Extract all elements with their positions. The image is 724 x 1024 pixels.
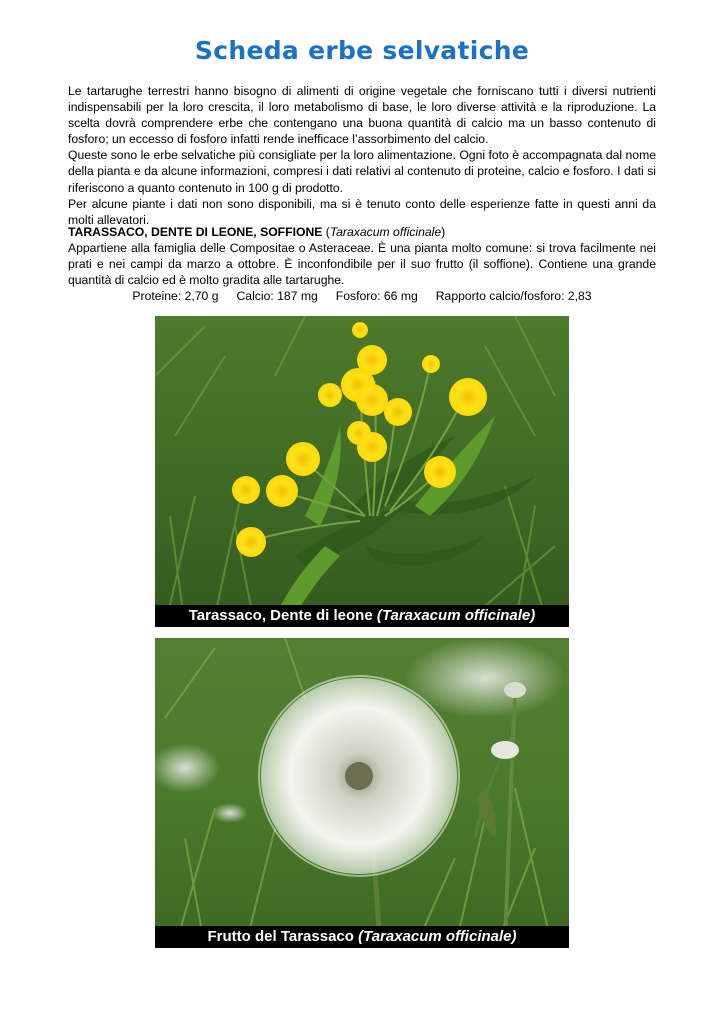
dandelion-caption-latin: (Taraxacum officinale) [376, 607, 536, 624]
intro-paragraph-3: Per alcune piante i dati non sono disponibili, ma si è tenuto conto delle esperienze fatte in questi anni da molti allevatori. [68, 196, 656, 227]
seedhead-photo [155, 638, 569, 948]
intro-paragraph-2: Queste sono le erbe selvatiche più consigliate per la loro alimentazione. Ogni foto è accompagnata dal nome della pianta e da alcune informazioni, compresi i dati relativi al contenuto di proteine, calcio e fosforo. I dati si riferiscono a quanto contenuto in 100 g di prodotto. [68, 148, 656, 195]
seedhead-caption [155, 926, 569, 948]
plant-section [68, 224, 656, 288]
plant-heading: TARASSACO, DENTE DI LEONE, SOFFIONE (Taraxacum officinale) [68, 225, 446, 239]
dandelion-caption [155, 605, 569, 627]
dandelion-seedhead-image [155, 638, 569, 948]
plant-name: TARASSACO, DENTE DI LEONE, SOFFIONE [68, 225, 323, 239]
nutrition-proteine: Proteine: 2,70 g [132, 289, 219, 303]
nutrition-rapporto: Rapporto calcio/fosforo: 2,83 [435, 289, 592, 303]
nutrition-fosforo: Fosforo: 66 mg [335, 289, 418, 303]
dandelion-caption-name: Tarassaco, Dente di leone [188, 607, 373, 624]
plant-description: Appartiene alla famiglia delle Compositae o Asteraceae. È una pianta molto comune: si trova facilmente nei prati e nei campi da marzo a ottobre. È inconfondibile per il suo frutto (il soffione). Contiene una grande quantità di calcio ed è molto gradita alle tartarughe. [68, 241, 656, 288]
intro-text [68, 83, 656, 228]
dandelion-flowers-image [155, 316, 569, 627]
plant-latin-name: Taraxacum officinale [329, 225, 442, 239]
nutrition-calcio: Calcio: 187 mg [236, 289, 318, 303]
seedhead-caption-name: Frutto del Tarassaco [207, 928, 354, 945]
page-title: Scheda erbe selvatiche [194, 36, 530, 65]
dandelion-photo [155, 316, 569, 627]
nutrition-line [0, 289, 724, 303]
seedhead-caption-latin: (Taraxacum officinale) [358, 928, 517, 945]
intro-paragraph-1: Le tartarughe terrestri hanno bisogno di alimenti di origine vegetale che forniscano tutti i diversi nutrienti indispensabili per la loro crescita, il loro metabolismo di base, le loro diverse attività e la riproduzione. La scelta dovrà comprendere erbe che contengano una buona quantità di calcio ma un basso contenuto di fosforo; un eccesso di fosforo infatti rende inefficace l’assorbimento del calcio. [68, 84, 656, 147]
